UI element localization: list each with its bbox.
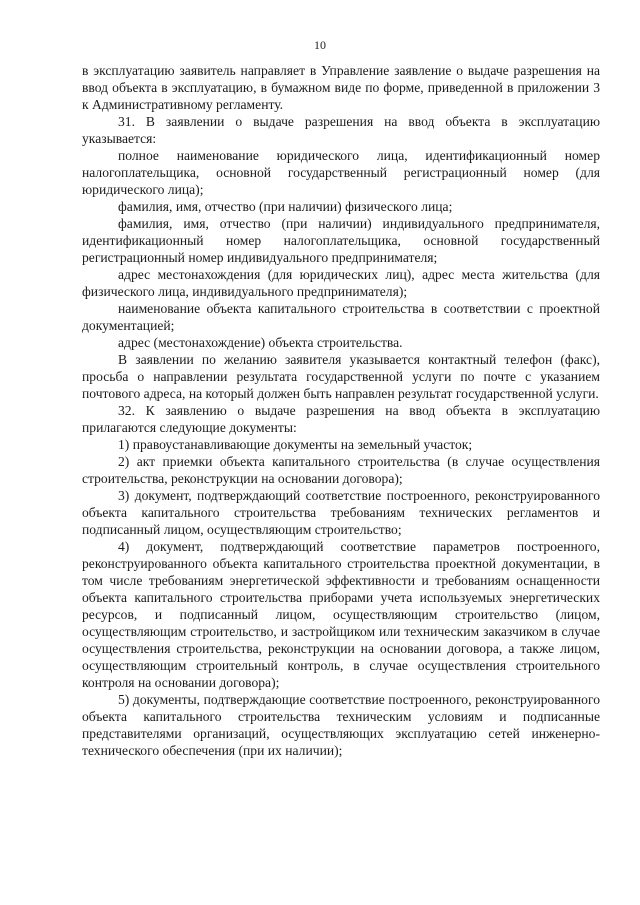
- paragraph: 2) акт приемки объекта капитального строительства (в случае осуществления строительства, реконструкции на основании договора);: [82, 454, 600, 486]
- paragraph: В заявлении по желанию заявителя указывается контактный телефон (факс), просьба о направлении результата государственной услуги по почте с указанием почтового адреса, на который должен быть направлен результат государственной услуги.: [82, 352, 600, 401]
- paragraph: 1) правоустанавливающие документы на земельный участок;: [118, 437, 473, 452]
- paragraph: адрес (местонахождение) объекта строительства.: [118, 335, 403, 350]
- paragraph: 31. В заявлении о выдаче разрешения на ввод объекта в эксплуатацию указывается:: [82, 114, 600, 146]
- paragraph: 5) документы, подтверждающие соответствие построенного, реконструированного объекта капитального строительства техническим условиям и подписанные представителями организаций, осуществляющих эксплуатацию сетей инженерно-технического обеспечения (при их наличии);: [82, 692, 600, 758]
- paragraph: адрес местонахождения (для юридических лиц), адрес места жительства (для физического лица, индивидуального предпринимателя);: [82, 267, 600, 299]
- paragraph: фамилия, имя, отчество (при наличии) физического лица;: [118, 199, 453, 214]
- paragraph: наименование объекта капитального строительства в соответствии с проектной документацией;: [82, 301, 600, 333]
- paragraph: фамилия, имя, отчество (при наличии) индивидуального предпринимателя, идентификационный номер налогоплательщика, основной государственный регистрационный номер индивидуального предпринимателя;: [82, 216, 600, 265]
- paragraph: 32. К заявлению о выдаче разрешения на ввод объекта в эксплуатацию прилагаются следующие документы:: [82, 403, 600, 435]
- paragraph: 3) документ, подтверждающий соответствие построенного, реконструированного объекта капитального строительства требованиям технических регламентов и подписанный лицом, осуществляющим строительство;: [82, 488, 600, 537]
- document-body: [82, 62, 600, 759]
- paragraph: полное наименование юридического лица, идентификационный номер налогоплательщика, основной государственный регистрационный номер (для юридического лица);: [82, 148, 600, 197]
- paragraph: 4) документ, подтверждающий соответствие параметров построенного, реконструированного объекта капитального строительства проектной документации, в том числе требованиям энергетической эффективности и требованиям оснащенности объекта капитального строительства приборами учета используемых энергетических ресурсов, и подписанный лицом, осуществляющим строительство (лицом, осуществляющим строительство, и застройщиком или техническим заказчиком в случае осуществления строительства, реконструкции на основании договора, а также лицом, осуществляющим строительный контроль, в случае осуществления строительного контроля на основании договора);: [82, 539, 600, 690]
- paragraph: в эксплуатацию заявитель направляет в Управление заявление о выдаче разрешения на ввод объекта в эксплуатацию, в бумажном виде по форме, приведенной в приложении 3 к Административному регламенту.: [82, 63, 600, 112]
- page-number: 10: [314, 38, 326, 52]
